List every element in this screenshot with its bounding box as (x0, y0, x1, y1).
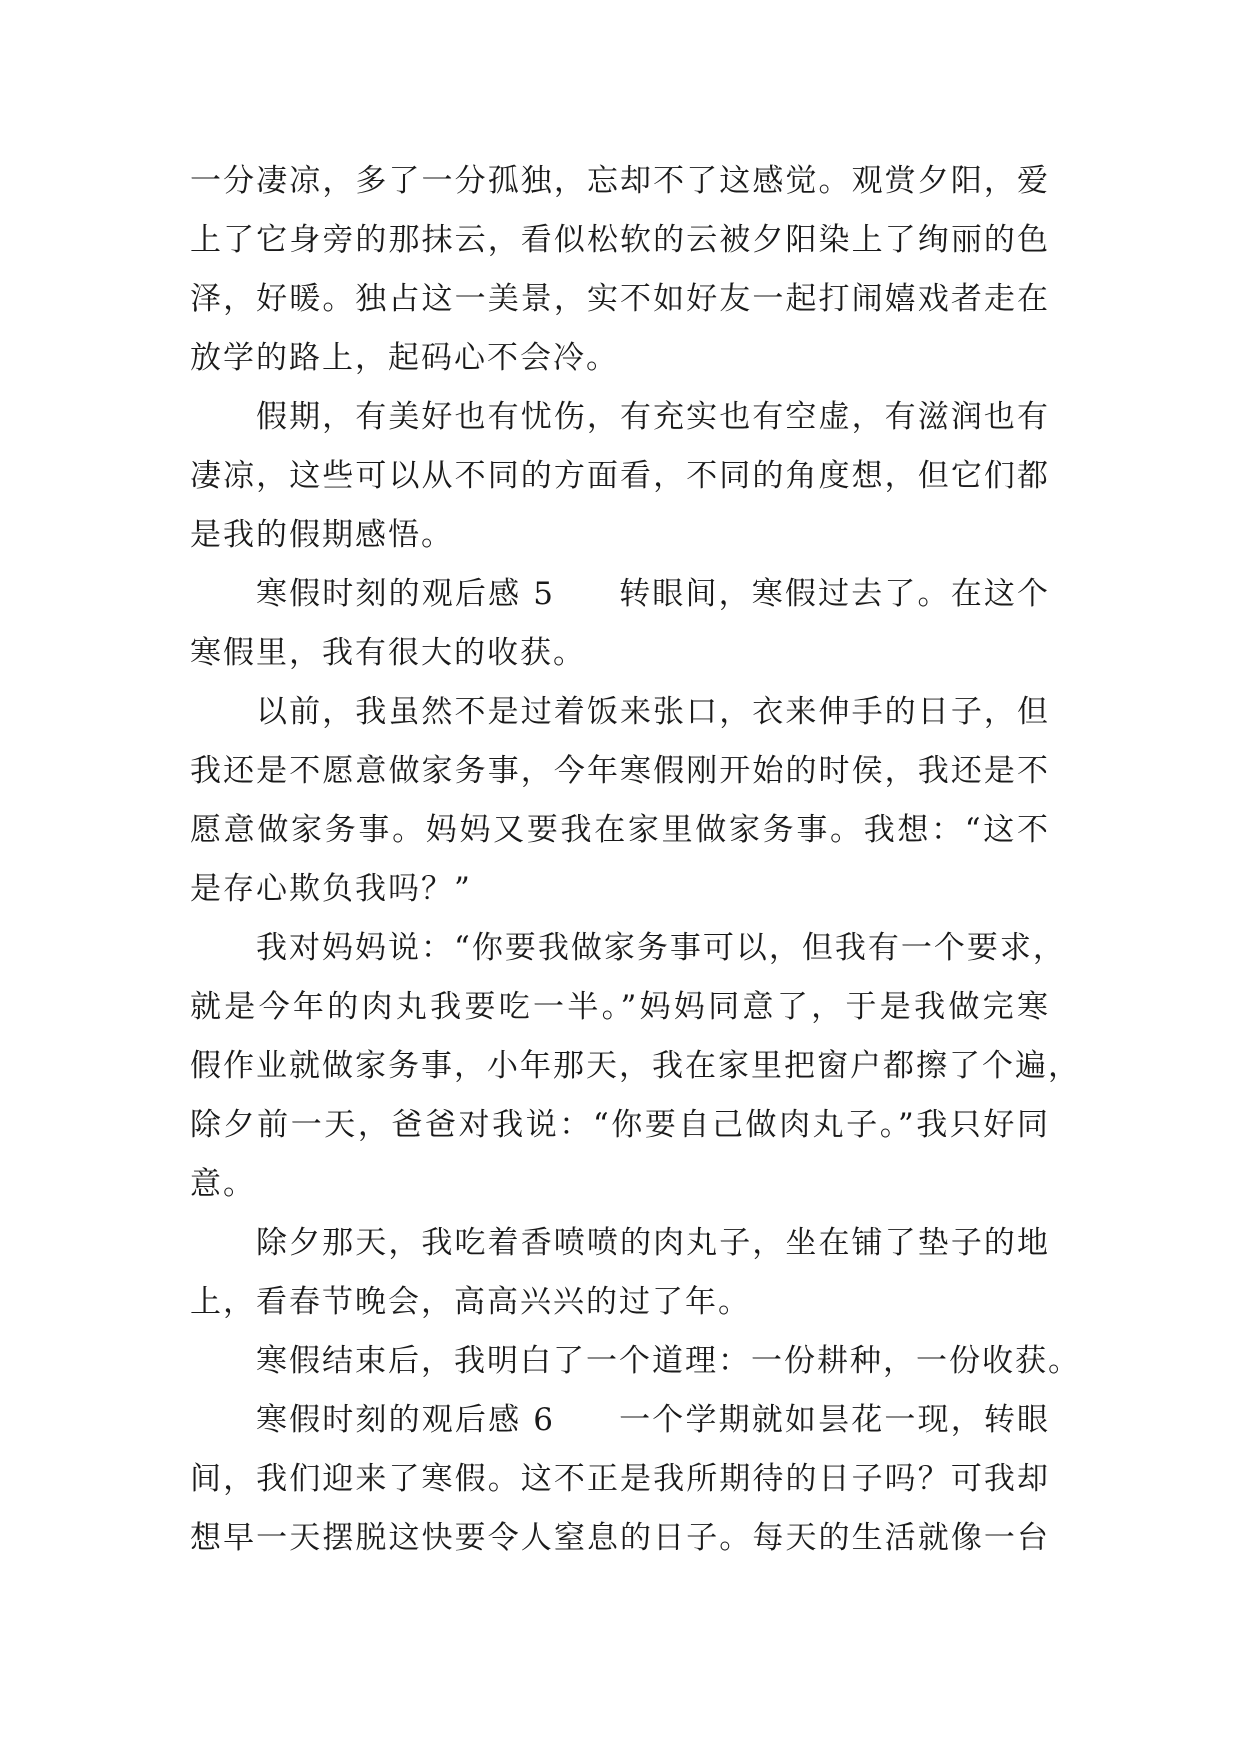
text-line: 凄凉，这些可以从不同的方面看，不同的角度想，但它们都 (190, 458, 1050, 494)
text-line: 除夕那天，我吃着香喷喷的肉丸子，坐在铺了垫子的地 (256, 1225, 1050, 1261)
paragraph (190, 683, 1050, 919)
text-line: 寒假结束后，我明白了一个道理：一份耕种，一份收获。 (256, 1343, 1081, 1379)
text-line: 一分凄凉，多了一分孤独，忘却不了这感觉。观赏夕阳，爱 (190, 163, 1050, 199)
text-line: 放学的路上，起码心不会冷。 (190, 340, 619, 376)
text-line (190, 1391, 1050, 1450)
text-line: 我还是不愿意做家务事，今年寒假刚开始的时侯，我还是不 (190, 753, 1050, 789)
section-heading: 寒假时刻的观后感 5 (256, 576, 555, 612)
text-line: 间，我们迎来了寒假。这不正是我所期待的日子吗？可我却 (190, 1461, 1050, 1497)
paragraph (190, 565, 1050, 683)
text-line: 就是今年的肉丸我要吃一半。”妈妈同意了，于是我做完寒 (190, 989, 1050, 1025)
text-line: 是存心欺负我吗？” (190, 871, 472, 907)
text-line: 上了它身旁的那抹云，看似松软的云被夕阳染上了绚丽的色 (190, 222, 1050, 258)
text-line: 除夕前一天，爸爸对我说：“你要自己做肉丸子。”我只好同 (190, 1107, 1050, 1143)
paragraph (190, 388, 1050, 565)
text-span: 转眼间，寒假过去了。在这个 (618, 576, 1051, 612)
paragraph (190, 919, 1081, 1214)
paragraph (190, 1214, 1050, 1332)
text-line: 假期，有美好也有忧伤，有充实也有空虚，有滋润也有 (256, 399, 1050, 435)
text-line: 假作业就做家务事，小年那天，我在家里把窗户都擦了个遍， (190, 1048, 1081, 1084)
text-span: 一个学期就如昙花一现，转眼 (618, 1402, 1051, 1438)
text-line: 我对妈妈说：“你要我做家务事可以，但我有一个要求， (256, 930, 1066, 966)
text-line: 上，看春节晚会，高高兴兴的过了年。 (190, 1284, 751, 1320)
paragraph (190, 1391, 1050, 1568)
text-line: 意。 (190, 1166, 256, 1202)
paragraph (190, 152, 1050, 388)
document-body (190, 152, 1081, 1568)
text-line (190, 565, 1050, 624)
text-line: 以前，我虽然不是过着饭来张口，衣来伸手的日子，但 (256, 694, 1050, 730)
section-heading: 寒假时刻的观后感 6 (256, 1402, 555, 1438)
text-line: 寒假里，我有很大的收获。 (190, 635, 586, 671)
paragraph (190, 1332, 1081, 1391)
text-line: 想早一天摆脱这快要令人窒息的日子。每天的生活就像一台 (190, 1520, 1050, 1556)
text-line: 是我的假期感悟。 (190, 517, 454, 553)
text-line: 愿意做家务事。妈妈又要我在家里做家务事。我想：“这不 (190, 812, 1050, 848)
text-line: 泽，好暖。独占这一美景，实不如好友一起打闹嬉戏者走在 (190, 281, 1050, 317)
